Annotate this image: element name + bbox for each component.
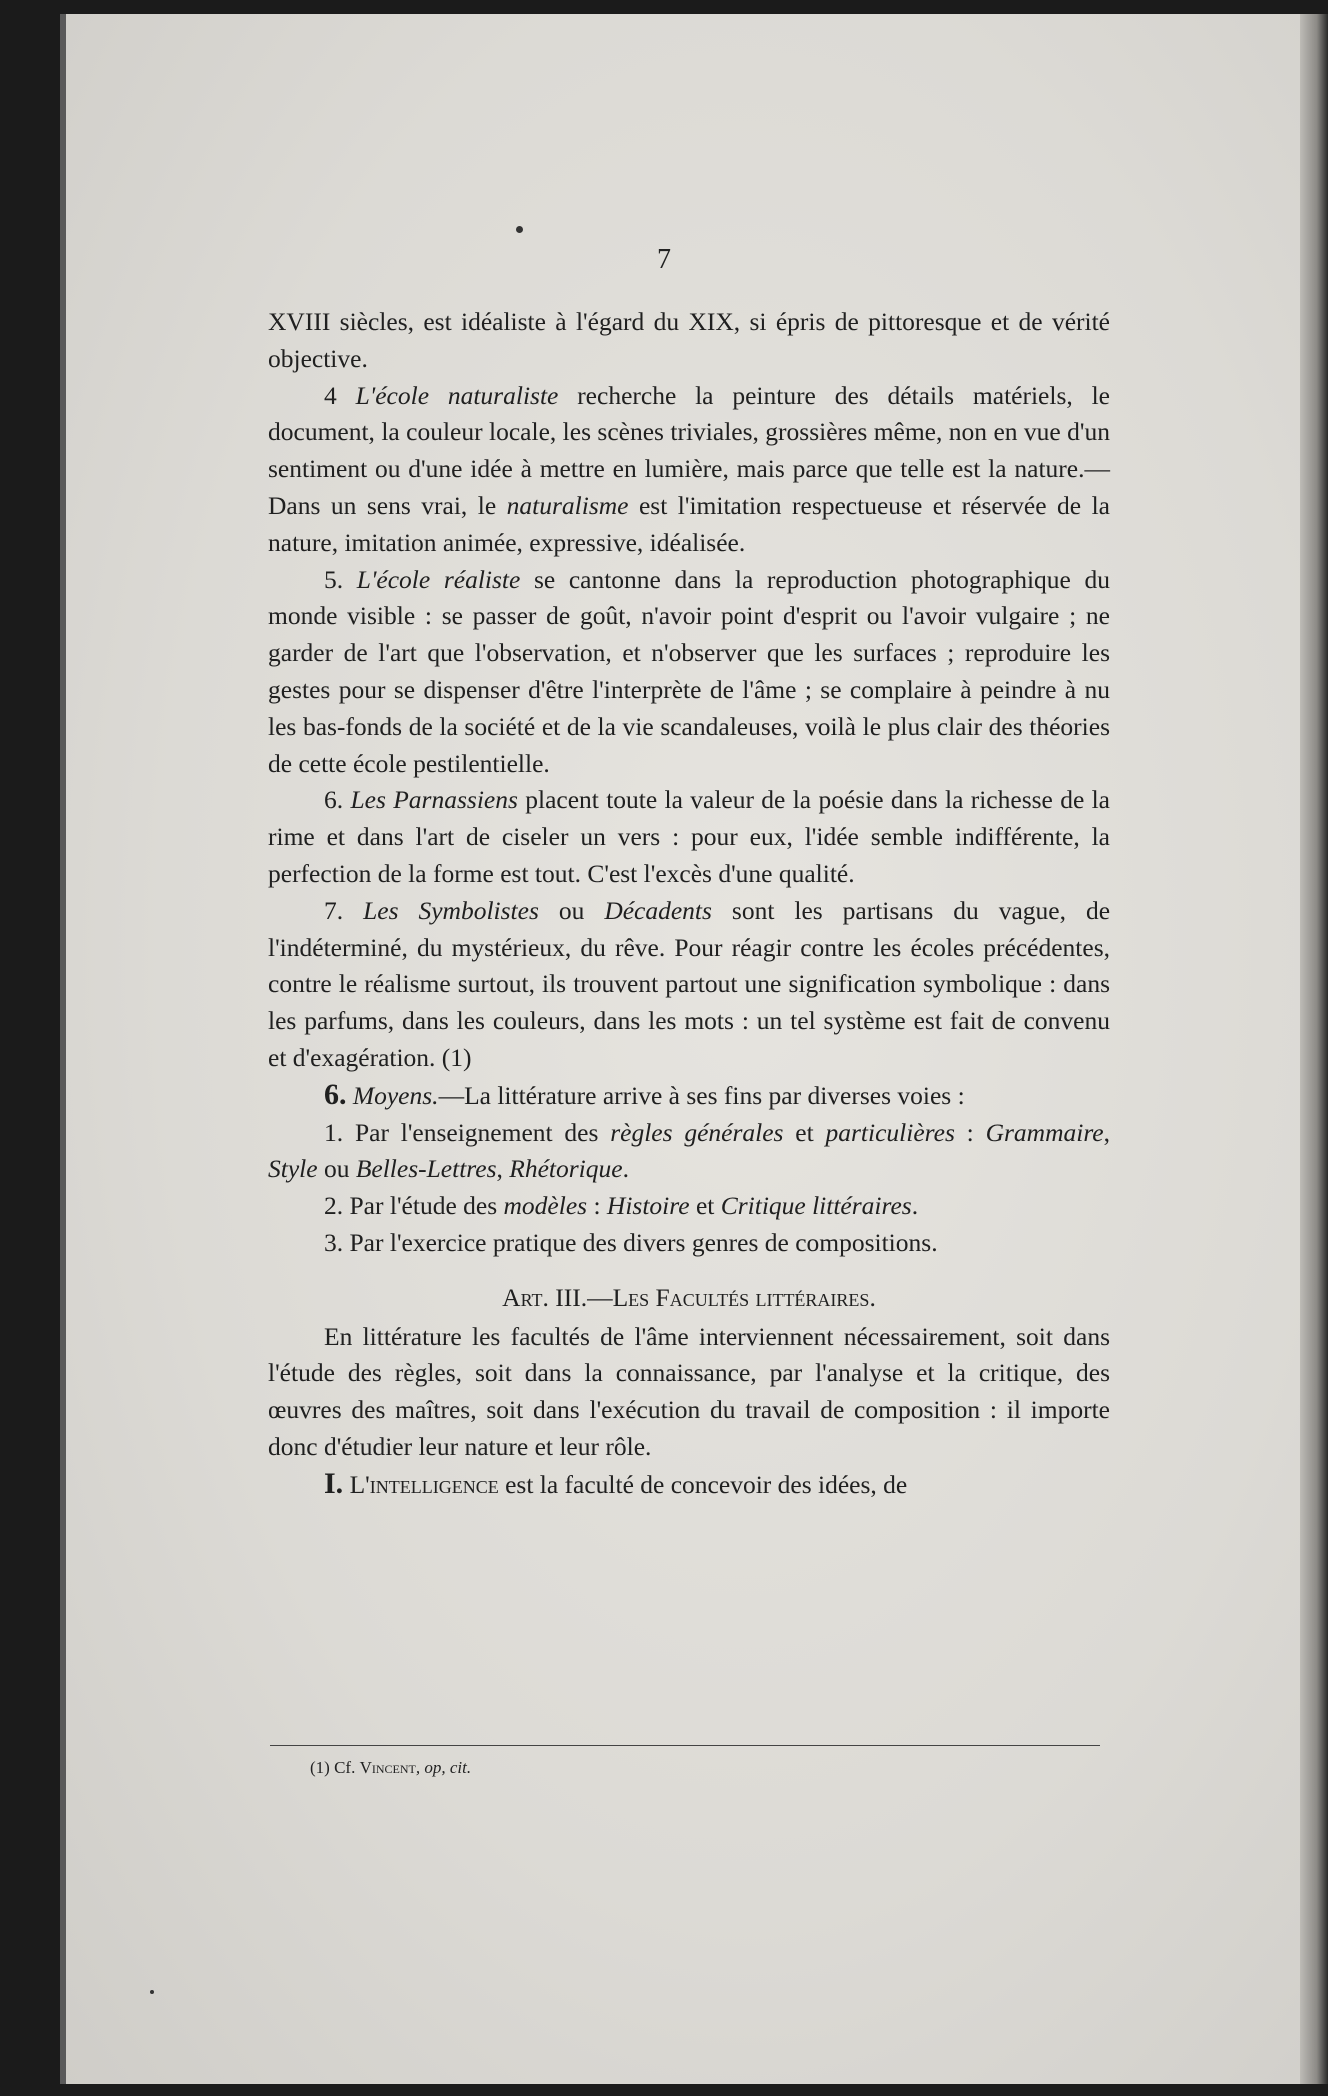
- paragraph: XVIII siècles, est idéaliste à l'égard du XIX, si épris de pittoresque et de vérité objective.: [268, 307, 1110, 373]
- paragraph-naturaliste: 4 L'école naturaliste recherche la peinture des détails matériels, le document, la couleur locale, les scènes triviales, grossières même, non en vue d'un sentiment ou d'une idée à mettre en lumière, mais parce que telle est la nature.—Dans un sens vrai, le naturalisme est l'imitation respectueuse et réservée de la nature, imitation animée, expressive, idéalisée.: [268, 380, 1110, 557]
- ink-speck: [150, 1990, 154, 1994]
- footnote: (1) Cf. Vincent, op, cit.: [310, 1758, 472, 1777]
- list-item: 2. Par l'étude des modèles : Histoire et Critique littéraires.: [324, 1191, 919, 1221]
- paragraph-realiste: 5. L'école réaliste se cantonne dans la reproduction photographique du monde visible : se passer de goût, n'avoir point d'esprit ou l'avoir vulgaire ; ne garder de l'art que l'observation, et n'observer que les surfaces ; reproduire les gestes pour se dispenser d'être l'interprète de l'âme ; se complaire à peindre à nu les bas-fonds de la société et de la vie scandaleuses, voilà le plus clair des théories de cette école pestilentielle.: [268, 564, 1110, 778]
- paragraph-symbolistes: 7. Les Symbolistes ou Décadents sont les partisans du vague, de l'indéterminé, du mystérieux, du rêve. Pour réagir contre les écoles précédentes, contre le réalisme surtout, ils trouvent partout une signification symbolique : dans les parfums, dans les couleurs, dans les mots : un tel système est fait de convenu et d'exagération. (1): [268, 895, 1111, 1072]
- footnote-rule: [270, 1745, 1100, 1746]
- binding-shadow: [60, 14, 66, 2084]
- section-number: I.: [324, 1466, 344, 1500]
- ink-speck: [516, 226, 523, 233]
- page-body: [268, 304, 1110, 1504]
- section-number: 6.: [324, 1077, 347, 1111]
- paragraph-moyens: 6. Moyens.—La littérature arrive à ses fins par diverses voies :: [324, 1077, 965, 1111]
- page-edge: [1300, 14, 1328, 2084]
- page-number: 7: [657, 244, 671, 275]
- paragraph-facultes: En littérature les facultés de l'âme interviennent nécessairement, soit dans l'étude des règles, soit dans la connaissance, par l'analyse et la critique, des œuvres des maîtres, soit dans l'exécution du travail de composition : il importe donc d'étudier leur nature et leur rôle.: [268, 1321, 1110, 1461]
- section-heading: Art. III.—Les Facultés littéraires.: [502, 1282, 876, 1312]
- list-item: 3. Par l'exercice pratique des divers genres de compositions.: [324, 1227, 938, 1257]
- paragraph-intelligence: I. L'intelligence est la faculté de concevoir des idées, de: [324, 1466, 908, 1500]
- paragraph-parnassiens: 6. Les Parnassiens placent toute la valeur de la poésie dans la richesse de la rime et dans l'art de ciseler un vers : pour eux, l'idée semble indifférente, la perfection de la forme est tout. C'est l'excès d'une qualité.: [268, 785, 1110, 888]
- list-item: 1. Par l'enseignement des règles générales et particulières : Grammaire, Style ou Belles-Lettres, Rhétorique.: [268, 1117, 1111, 1184]
